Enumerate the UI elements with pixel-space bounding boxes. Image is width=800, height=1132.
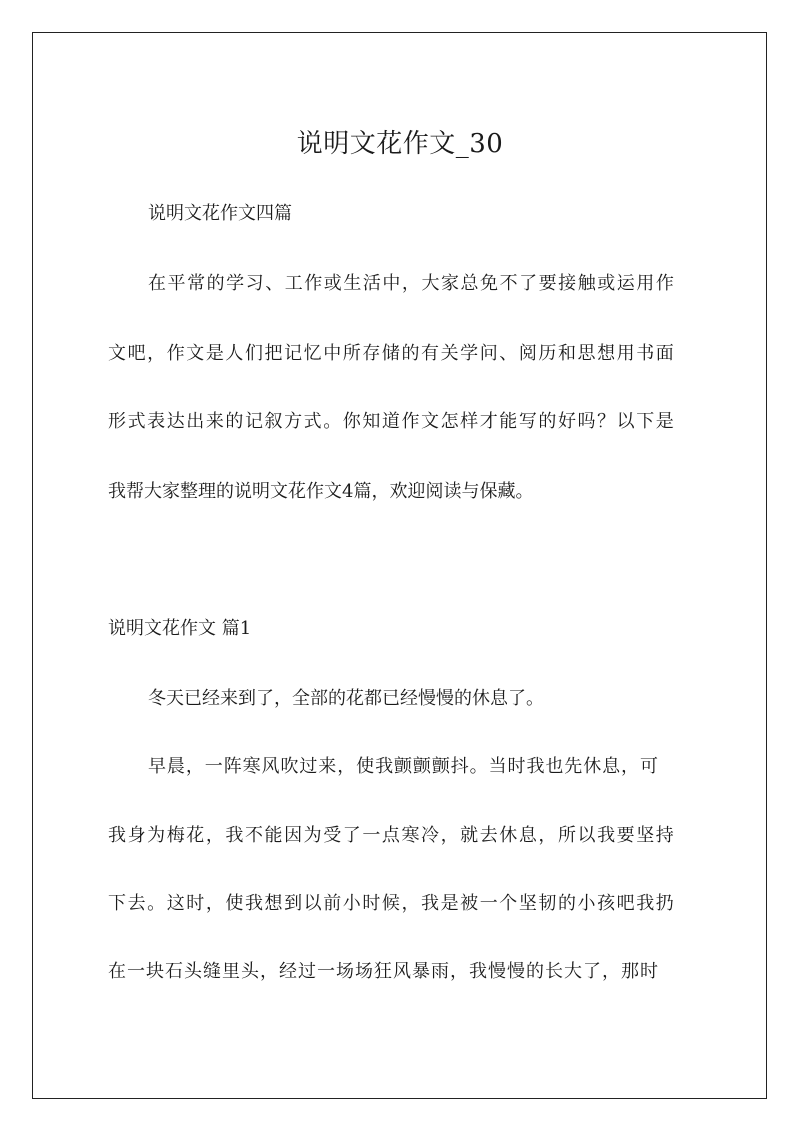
page-frame bbox=[32, 32, 767, 1099]
section-heading: 说明文花作文 篇1 bbox=[108, 618, 252, 639]
section-paragraph-1: 冬天已经来到了，全部的花都已经慢慢的休息了。 bbox=[148, 688, 544, 709]
document-title: 说明文花作文_30 bbox=[296, 129, 504, 159]
document-subtitle: 说明文花作文四篇 bbox=[148, 203, 292, 224]
section-line-4: 在 一 块 石 头 缝 里 头 ， 经 过 一 场 场 狂 风 暴 雨 ， 我 慢 慢 的 长 大 了 ， 那 时 bbox=[108, 961, 658, 982]
section-line-1: 早 晨 ， 一 阵 寒 风 吹 过 来 ， 使 我 颤 颤 颤 抖 。 当 时 我 也 先 休 息 ， 可 bbox=[148, 756, 658, 777]
intro-line-1: 在 平 常 的 学 习 、 工 作 或 生 活 中 ， 大 家 总 免 不 了 要 接 触 或 运 用 作 bbox=[148, 273, 674, 294]
section-line-3: 下 去 。 这 时 ， 使 我 想 到 以 前 小 时 候 ， 我 是 被 一 个 坚 韧 的 小 孩 吧 我 扔 bbox=[108, 893, 674, 914]
intro-line-4: 我帮大家整理的说明文花作文4篇，欢迎阅读与保藏。 bbox=[108, 481, 534, 502]
intro-line-3: 形 式 表 达 出 来 的 记 叙 方 式 。 你 知 道 作 文 怎 样 才 能 写 的 好 吗 ？ 以 下 是 bbox=[108, 411, 674, 432]
intro-line-2: 文 吧 ， 作 文 是 人 们 把 记 忆 中 所 存 储 的 有 关 学 问 、 阅 历 和 思 想 用 书 面 bbox=[108, 343, 674, 364]
section-line-2: 我 身 为 梅 花 ， 我 不 能 因 为 受 了 一 点 寒 冷 ， 就 去 休 息 ， 所 以 我 要 坚 持 bbox=[108, 825, 674, 846]
